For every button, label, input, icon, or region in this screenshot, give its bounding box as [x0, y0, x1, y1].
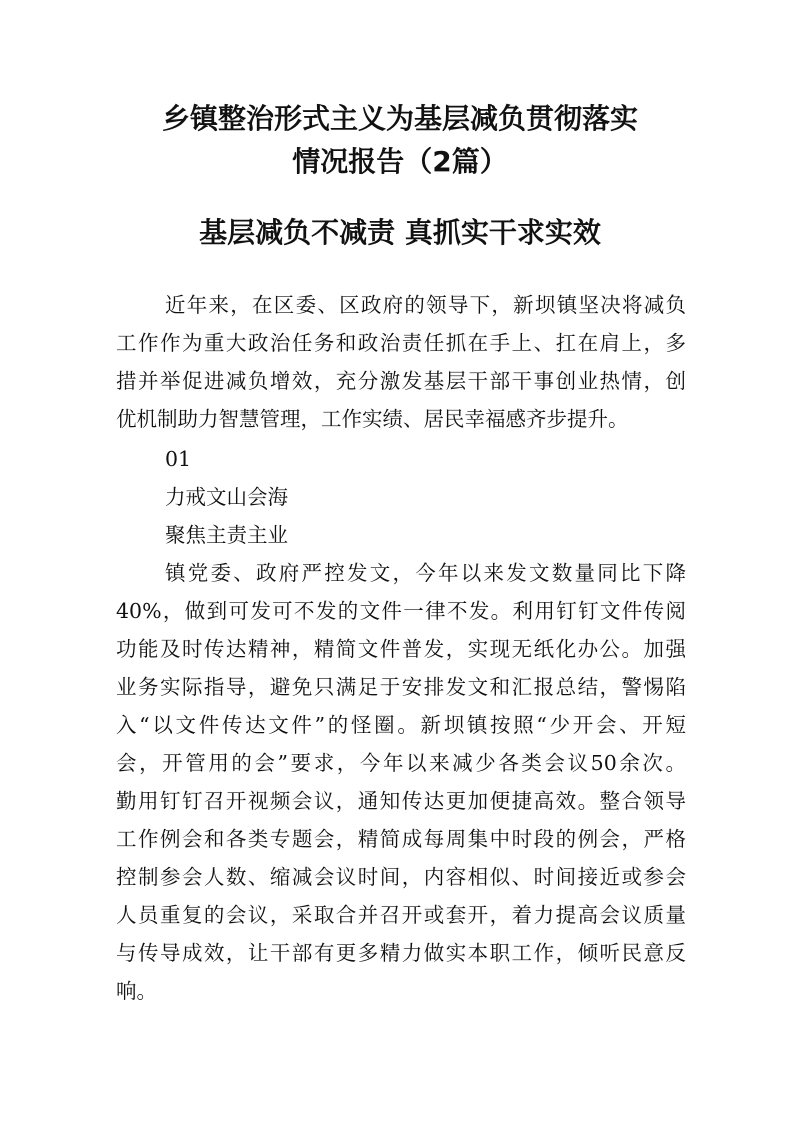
body-paragraph-line: 勤用钉钉召开视频会议，通知传达更加便捷高效。整合领导	[116, 789, 686, 813]
body-paragraph-line: 镇党委、政府严控发文，今年以来发文数量同比下降	[165, 561, 686, 585]
body-paragraph-line: 业务实际指导，避免只满足于安排发文和汇报总结，警惕陷	[116, 675, 686, 699]
intro-paragraph-line: 近年来，在区委、区政府的领导下，新坝镇坚决将减负	[165, 293, 686, 317]
section-heading: 力戒文山会海	[165, 485, 288, 509]
document-title-line-1: 乡镇整治形式主义为基层减负贯彻落实	[161, 102, 638, 135]
section-number: 01	[165, 447, 192, 471]
section-heading: 聚焦主责主业	[165, 523, 288, 547]
intro-paragraph-line: 措并举促进减负增效，充分激发基层干部干事创业热情，创	[116, 369, 686, 393]
body-paragraph-line: 入“以文件传达文件”的怪圈。新坝镇按照“少开会、开短	[116, 713, 686, 737]
body-paragraph-line: 与传导成效，让干部有更多精力做实本职工作，倾听民意反	[116, 941, 686, 965]
document-title-line-2: 情况报告（2篇）	[292, 145, 508, 178]
body-paragraph-line: 人员重复的会议，采取合并召开或套开，着力提高会议质量	[116, 903, 686, 927]
body-paragraph-line: 控制参会人数、缩减会议时间，内容相似、时间接近或参会	[116, 865, 686, 889]
intro-paragraph-line: 工作作为重大政治任务和政治责任抓在手上、扛在肩上，多	[116, 331, 686, 355]
article-subtitle: 基层减负不减责 真抓实干求实效	[199, 216, 601, 249]
body-paragraph-line: 工作例会和各类专题会，精简成每周集中时段的例会，严格	[116, 827, 686, 851]
body-paragraph-line: 响。	[116, 979, 157, 1003]
body-paragraph-line: 40%，做到可发可不发的文件一律不发。利用钉钉文件传阅	[116, 599, 686, 623]
intro-paragraph-line: 优机制助力智慧管理，工作实绩、居民幸福感齐步提升。	[116, 407, 629, 431]
body-paragraph-line: 会，开管用的会”要求，今年以来减少各类会议50余次。	[116, 751, 686, 775]
body-paragraph-line: 功能及时传达精神，精简文件普发，实现无纸化办公。加强	[116, 637, 686, 661]
